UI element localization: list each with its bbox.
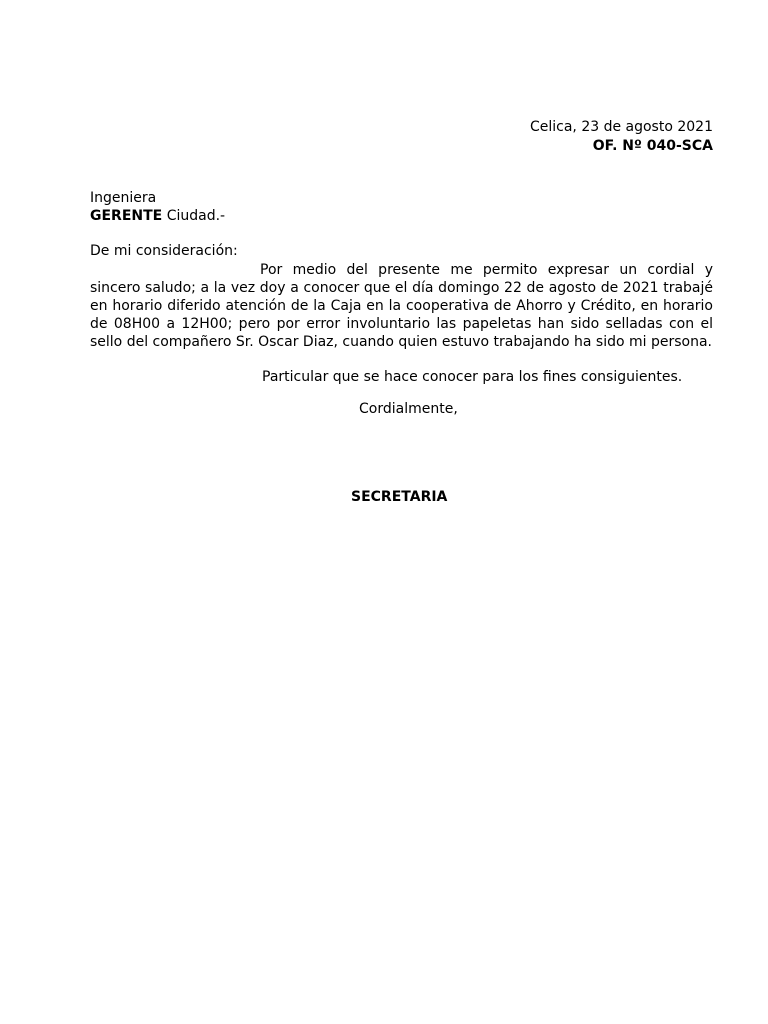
farewell: Cordialmente, bbox=[359, 401, 458, 417]
reference-number: OF. Nº 040-SCA bbox=[592, 138, 713, 154]
recipient-title: Ingeniera bbox=[90, 190, 157, 206]
closing-line: Particular que se hace conocer para los fines consiguientes. bbox=[262, 369, 683, 385]
salutation: De mi consideración: bbox=[90, 243, 238, 259]
body-paragraph: Por medio del presente me permito expresar un cordial y sincero saludo; a la vez doy a conocer que el día domingo 22 de agosto de 2021 trabajé en horario diferido atención de la Caja en la cooperativa de Ahorro y Crédito, en horario de 08H00 a 12H00; pero por error involuntario las papeletas han sido selladas con el sello del compañero Sr. Oscar Diaz, cuando quien estuvo trabajando ha sido mi persona. bbox=[90, 262, 713, 350]
recipient-line bbox=[90, 207, 225, 225]
signature-role: SECRETARIA bbox=[351, 489, 448, 505]
recipient-position: GERENTE bbox=[90, 208, 163, 224]
place-date: Celica, 23 de agosto 2021 bbox=[529, 119, 713, 135]
recipient-city: Ciudad.- bbox=[166, 208, 226, 224]
